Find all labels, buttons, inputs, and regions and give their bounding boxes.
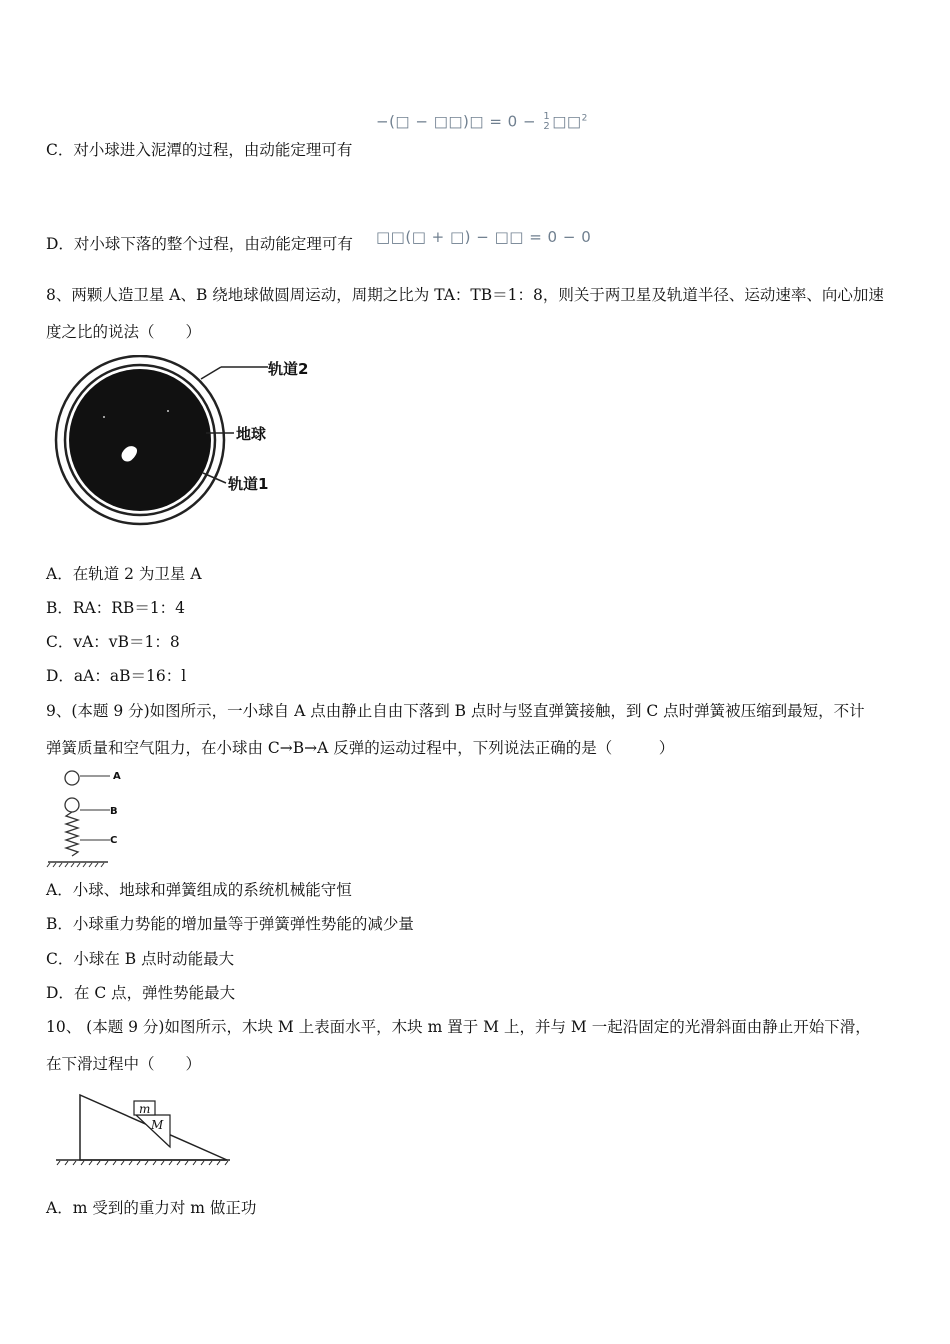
- formula-c-fraction: 1 2: [543, 111, 551, 132]
- option-7c: C．对小球进入泥潭的过程，由动能定理可有: [46, 141, 353, 159]
- spring-label-b: B: [110, 806, 118, 817]
- earth-disk: [69, 369, 211, 511]
- question-8-text-line1: 8、两颗人造卫星 A、B 绕地球做圆周运动，周期之比为 TA：TB＝1：8，则关于两卫星及轨道半径、运动速率、向心加速: [46, 286, 884, 304]
- question-8-option-a: A．在轨道 2 为卫星 A: [46, 565, 202, 583]
- formula-image-c: −(□ − □□)□ = 0 − 1 2 □□$^2$: [376, 111, 588, 132]
- ball-at-b: [65, 798, 79, 812]
- question-9-text-line2: 弹簧质量和空气阻力，在小球由 C→B→A 反弹的运动过程中，下列说法正确的是（ ）: [46, 739, 675, 757]
- orbit-2-label: 轨道2: [268, 360, 309, 378]
- orbit-diagram: [46, 355, 316, 535]
- question-9-option-a: A．小球、地球和弹簧组成的系统机械能守恒: [46, 881, 352, 899]
- block-m-label: m: [139, 1102, 151, 1116]
- question-8-option-c: C．vA：vB＝1：8: [46, 633, 180, 651]
- spring-label-c: C: [110, 835, 118, 846]
- formula-image-d: □□(□ + □) − □□ = 0 − 0: [376, 228, 592, 246]
- question-10-text-line1: 10、 (本题 9 分)如图所示，木块 M 上表面水平，木块 m 置于 M 上，并与 M 一起沿固定的光滑斜面由静止开始下滑，: [46, 1018, 871, 1036]
- orbit-1-label: 轨道1: [228, 475, 269, 493]
- question-8-option-b: B．RA：RB＝1：4: [46, 599, 186, 617]
- block-M-label: M: [151, 1118, 164, 1132]
- ball-at-a: [65, 771, 79, 785]
- spring-ball-diagram: [46, 768, 156, 868]
- spring-label-a: A: [113, 771, 121, 782]
- question-8-text-line2: 度之比的说法（ ）: [46, 323, 202, 341]
- question-8-option-d: D．aA：aB＝16：l: [46, 667, 187, 685]
- question-9-option-b: B．小球重力势能的增加量等于弹簧弹性势能的减少量: [46, 915, 414, 933]
- question-9-text-line1: 9、(本题 9 分)如图所示，一小球自 A 点由静止自由下落到 B 点时与竖直弹簧接触，到 C 点时弹簧被压缩到最短，不计: [46, 702, 865, 720]
- formula-c-main: −(□ − □□)□ = 0 −: [376, 112, 542, 131]
- spring: [66, 812, 78, 856]
- orbit-1-leader: [203, 473, 226, 483]
- question-9-option-c: C．小球在 B 点时动能最大: [46, 950, 235, 968]
- option-7d: D．对小球下落的整个过程，由动能定理可有: [46, 235, 353, 253]
- orbit-2-leader: [201, 367, 221, 379]
- question-10-text-line2: 在下滑过程中（ ）: [46, 1055, 202, 1073]
- question-10-option-a: A．m 受到的重力对 m 做正功: [46, 1199, 257, 1217]
- earth-label: 地球: [236, 425, 267, 443]
- question-9-option-d: D．在 C 点，弹性势能最大: [46, 984, 236, 1002]
